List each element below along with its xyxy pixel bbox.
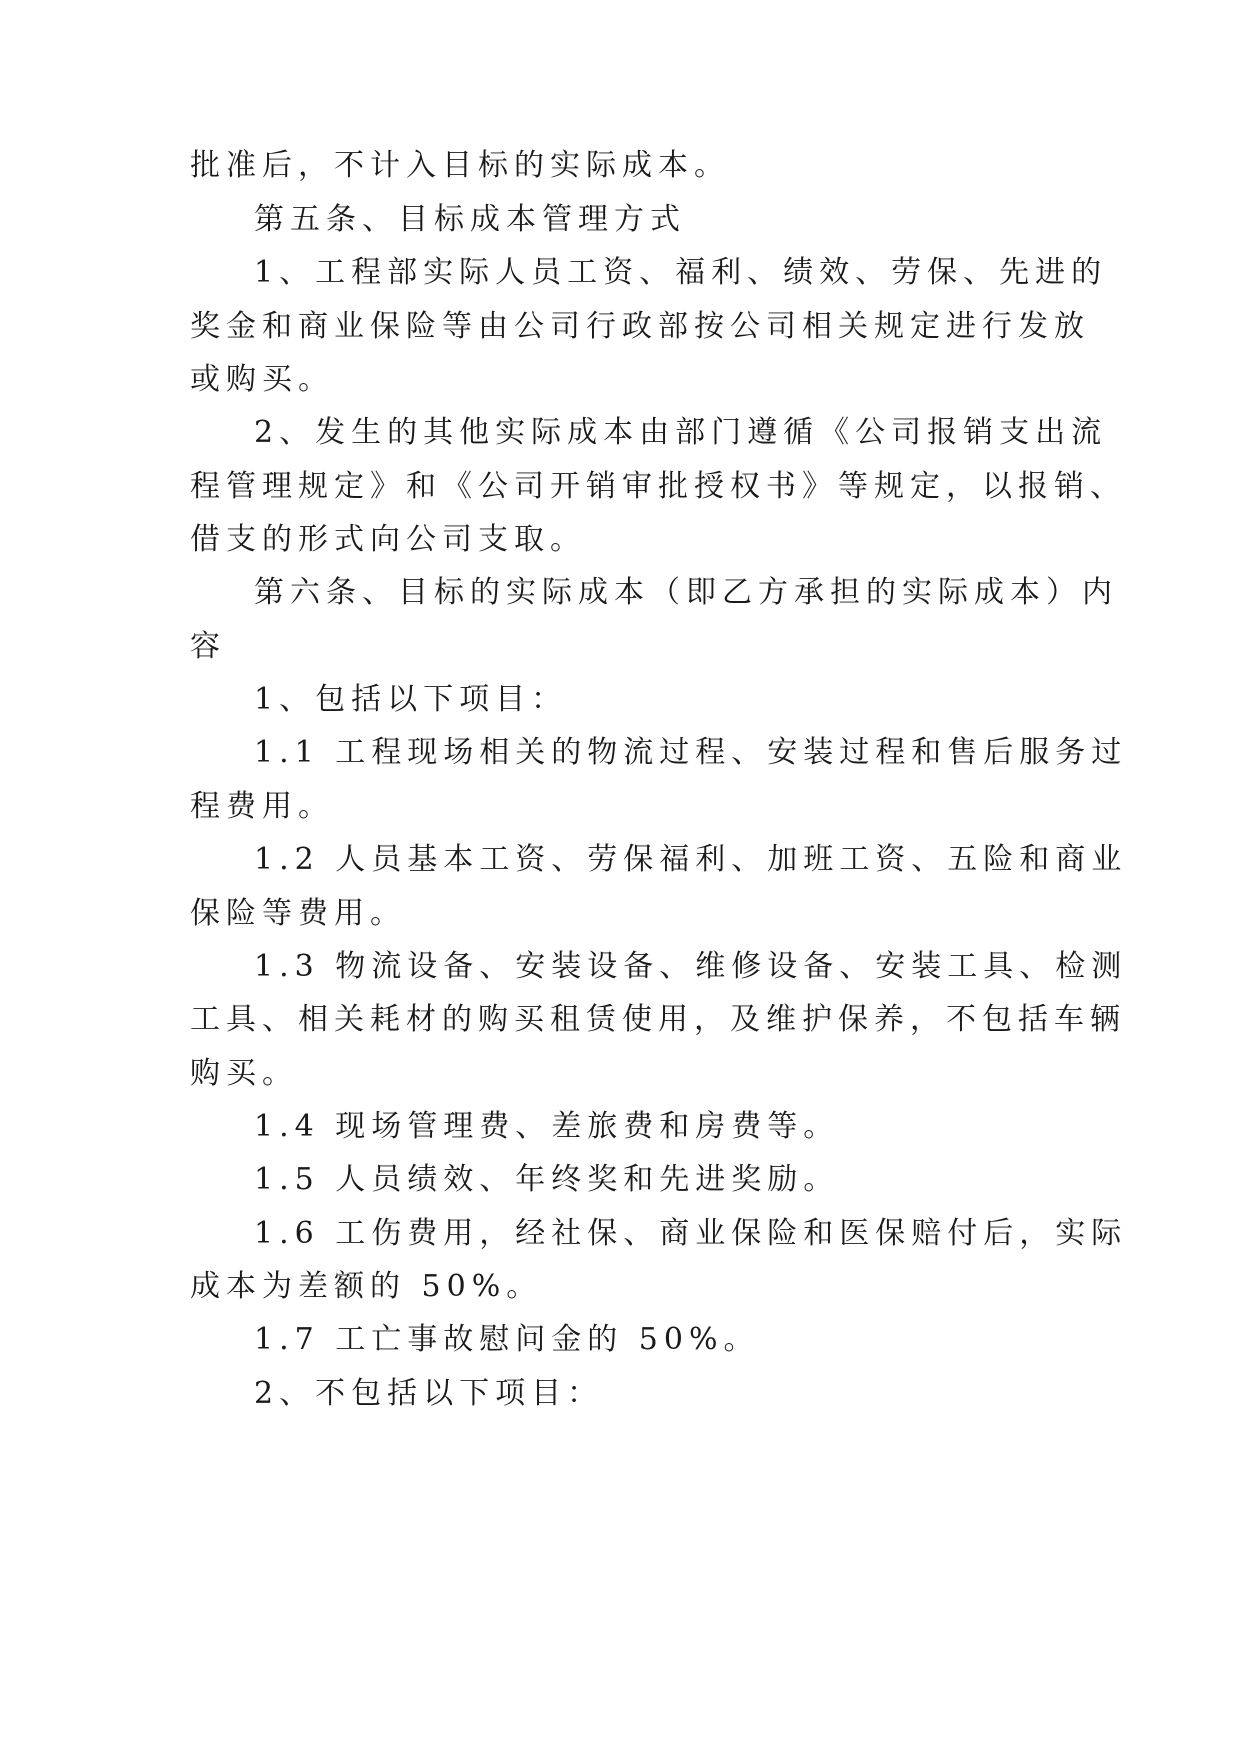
section-heading-article-6-cont: 容 — [190, 629, 226, 664]
list-item-1-2: 1.2 人员基本工资、劳保福利、加班工资、五险和商业 — [254, 842, 1128, 877]
list-item-1-4: 1.4 现场管理费、差旅费和房费等。 — [254, 1109, 840, 1144]
list-item-1-1-cont: 程费用。 — [190, 789, 334, 824]
list-heading-included: 1、包括以下项目： — [254, 682, 568, 717]
list-item-1-5: 1.5 人员绩效、年终奖和先进奖励。 — [254, 1162, 840, 1197]
list-item-1-6: 1.6 工伤费用，经社保、商业保险和医保赔付后，实际 — [254, 1216, 1128, 1251]
list-item-1-1: 1.1 工程现场相关的物流过程、安装过程和售后服务过 — [254, 735, 1128, 770]
list-item-1-7: 1.7 工亡事故慰问金的 50%。 — [254, 1322, 760, 1357]
paragraph-line: 2、发生的其他实际成本由部门遵循《公司报销支出流 — [254, 415, 1108, 450]
paragraph-line: 批准后，不计入目标的实际成本。 — [190, 148, 730, 183]
list-item-1-6-cont: 成本为差额的 50%。 — [190, 1269, 543, 1304]
list-item-1-3: 1.3 物流设备、安装设备、维修设备、安装工具、检测 — [254, 949, 1128, 984]
list-item-1-2-cont: 保险等费用。 — [190, 896, 406, 931]
list-item-1-3-cont: 购买。 — [190, 1056, 298, 1091]
paragraph-line: 或购买。 — [190, 362, 334, 397]
paragraph-line: 程管理规定》和《公司开销审批授权书》等规定，以报销、 — [190, 469, 1126, 504]
paragraph-line: 奖金和商业保险等由公司行政部按公司相关规定进行发放 — [190, 309, 1090, 344]
section-heading-article-5: 第五条、目标成本管理方式 — [254, 202, 686, 237]
section-heading-article-6: 第六条、目标的实际成本（即乙方承担的实际成本）内 — [254, 575, 1118, 610]
paragraph-line: 1、工程部实际人员工资、福利、绩效、劳保、先进的 — [254, 255, 1108, 290]
list-item-1-3-cont: 工具、相关耗材的购买租赁使用，及维护保养，不包括车辆 — [190, 1002, 1126, 1037]
list-heading-excluded: 2、不包括以下项目： — [254, 1376, 604, 1411]
paragraph-line: 借支的形式向公司支取。 — [190, 522, 586, 557]
